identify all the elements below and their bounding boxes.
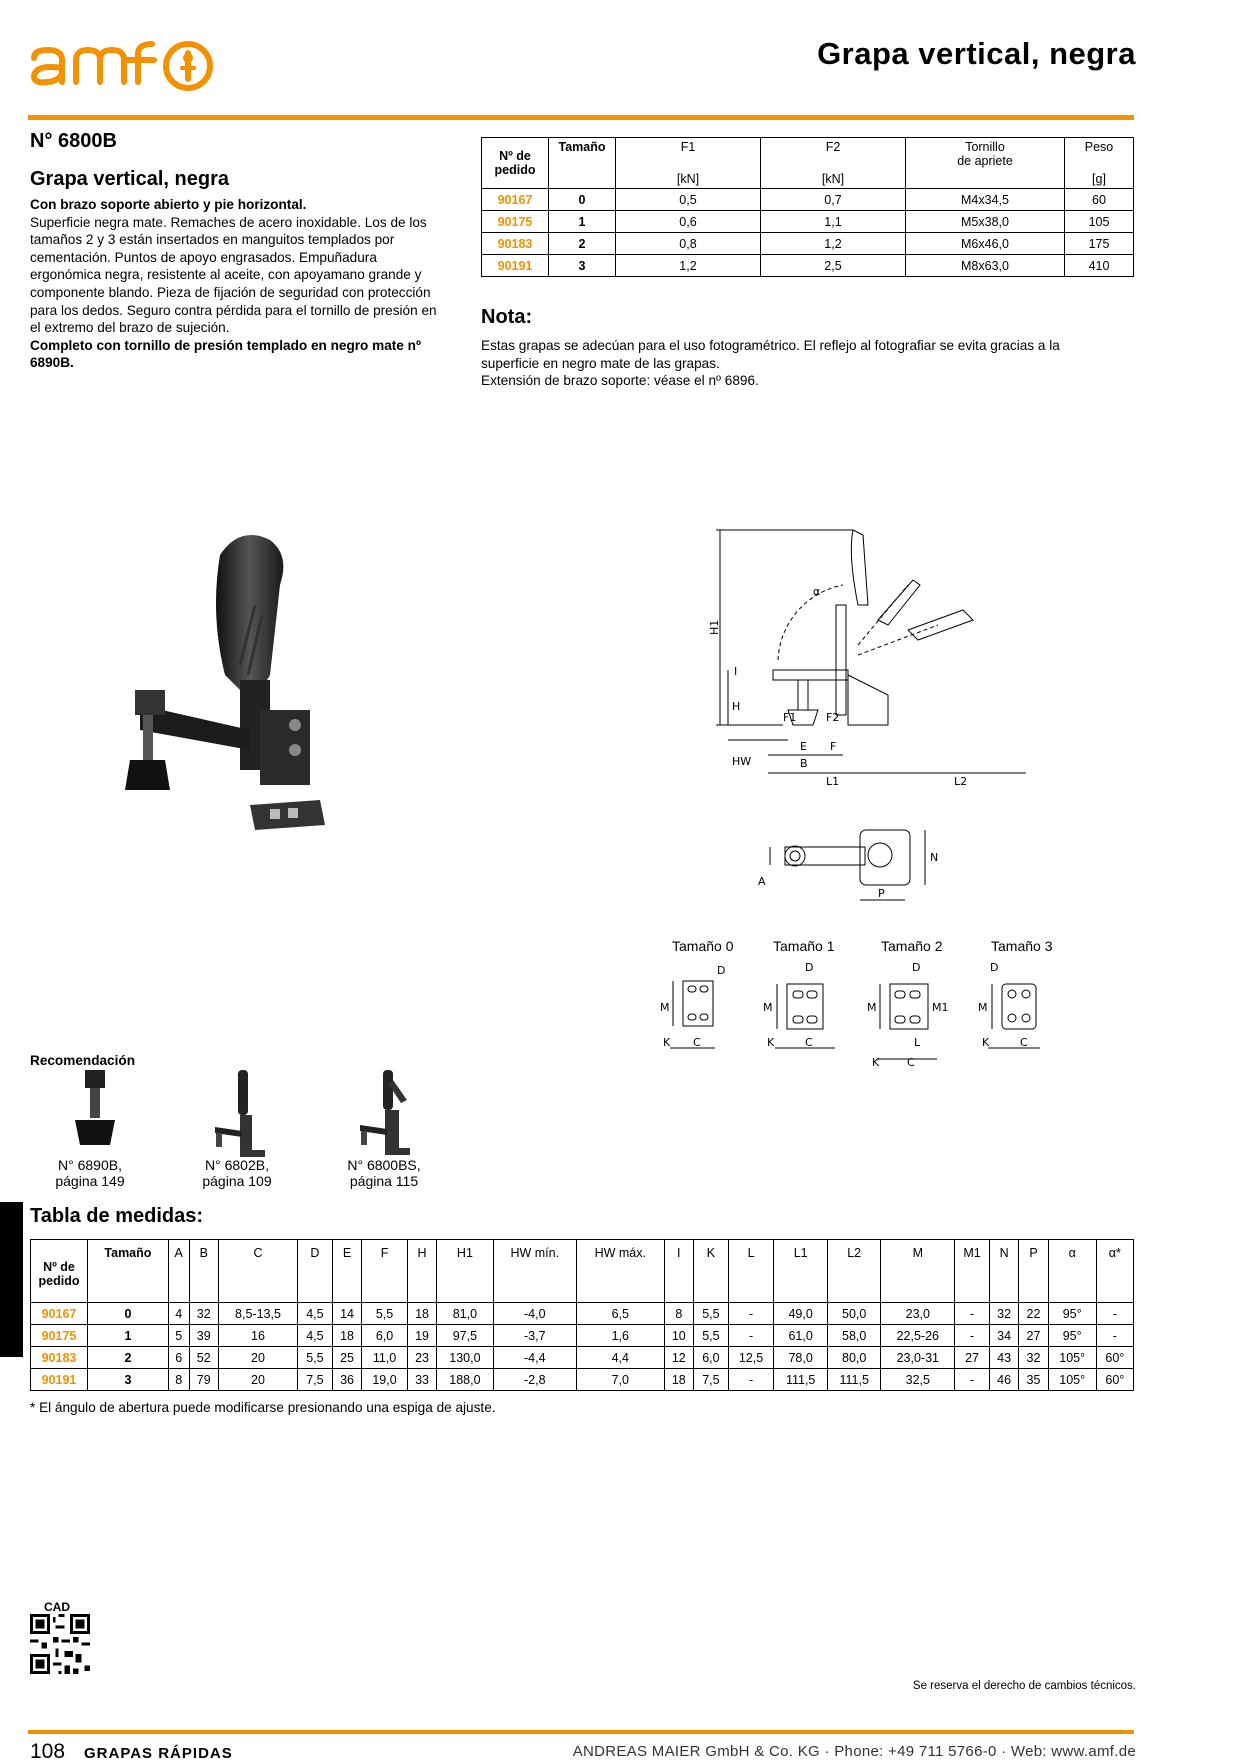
dim-col-header: HW máx. — [576, 1240, 664, 1303]
dim-cell: 23,0 — [881, 1303, 955, 1325]
desc-bold-outro: Completo con tornillo de presión templado en negro mate nº 6890B. — [30, 337, 421, 371]
col-screw — [906, 138, 1065, 171]
dim-col-header: Tamaño — [88, 1240, 169, 1303]
dim-cell: 105° — [1048, 1347, 1096, 1369]
dim-cell: 3 — [88, 1369, 169, 1391]
col-screw-line2: de apriete — [957, 154, 1013, 168]
order-table-row — [482, 189, 1134, 211]
dim-cell: 4,4 — [576, 1347, 664, 1369]
dim-col-header: D — [298, 1240, 333, 1303]
dim-cell: 4 — [168, 1303, 189, 1325]
dim-cell-order[interactable]: 90175 — [31, 1325, 88, 1347]
dim-cell: 22 — [1019, 1303, 1048, 1325]
dimensions-heading: Tabla de medidas: — [30, 1205, 204, 1227]
col-f1: F1 — [616, 138, 761, 171]
cell-f1: 0,6 — [616, 211, 761, 233]
cell-f2: 0,7 — [761, 189, 906, 211]
dim-cell: - — [728, 1369, 774, 1391]
page-number: 108 — [30, 1740, 66, 1763]
section-tab-marker — [0, 1202, 23, 1357]
dim-cell: 130,0 — [437, 1347, 493, 1369]
dim-cell: 5,5 — [298, 1347, 333, 1369]
dim-cell: 5,5 — [693, 1303, 728, 1325]
dim-cell: 95° — [1048, 1303, 1096, 1325]
dim-cell: 6,5 — [576, 1303, 664, 1325]
dim-cell: 43 — [989, 1347, 1018, 1369]
note-line-1: Estas grapas se adecúan para el uso fotogramétrico. El reflejo al fotografiar se evita gracias a la superficie en negro mate de las grapas. — [481, 338, 1060, 371]
cell-screw: M5x38,0 — [906, 211, 1065, 233]
dim-cell: 111,5 — [827, 1369, 881, 1391]
recommendation-image-2 — [210, 1065, 270, 1160]
dim-cell: 6 — [168, 1347, 189, 1369]
dim-cell: 80,0 — [827, 1347, 881, 1369]
dim-cell: - — [728, 1325, 774, 1347]
cell-size: 0 — [549, 189, 616, 211]
footnote: * El ángulo de abertura puede modificarse presionando una espiga de ajuste. — [30, 1400, 496, 1415]
size3-label-k: K — [982, 1036, 990, 1049]
label-h: H — [732, 700, 741, 713]
product-photo — [110, 525, 355, 895]
dim-cell: 4,5 — [298, 1303, 333, 1325]
cell-order[interactable]: 90191 — [482, 255, 549, 277]
dim-cell: 79 — [189, 1369, 218, 1391]
dim-cell: 49,0 — [774, 1303, 828, 1325]
qr-code-icon[interactable] — [30, 1614, 90, 1674]
col-weight-unit: [g] — [1065, 170, 1134, 189]
dimensions-table-body — [31, 1303, 1134, 1391]
product-description — [30, 196, 450, 372]
label-i: I — [734, 665, 738, 678]
size0-label-c: C — [693, 1036, 701, 1049]
dim-cell: 8 — [168, 1369, 189, 1391]
label-l2: L2 — [954, 775, 968, 788]
label-alpha: α — [813, 585, 821, 598]
size2-label-m: M — [867, 1001, 877, 1014]
dim-cell: 46 — [989, 1369, 1018, 1391]
note-text — [481, 337, 1121, 390]
dim-cell: - — [955, 1303, 990, 1325]
col-size: Tamaño — [549, 138, 616, 189]
col-order: Nº de pedido — [482, 138, 549, 189]
dim-cell: 32,5 — [881, 1369, 955, 1391]
size-drawing-1 — [755, 956, 855, 1071]
col-screw-unit — [906, 170, 1065, 189]
label-p: P — [878, 887, 885, 900]
dim-cell: 7,0 — [576, 1369, 664, 1391]
note-heading: Nota: — [481, 306, 533, 328]
cell-f1: 1,2 — [616, 255, 761, 277]
technical-drawing-side — [708, 525, 1038, 795]
dim-cell: 1 — [88, 1325, 169, 1347]
dim-cell: 18 — [407, 1303, 436, 1325]
size2-label-k: K — [872, 1056, 880, 1069]
dim-cell: - — [955, 1325, 990, 1347]
recommendation-caption-1 — [25, 1157, 155, 1189]
dimensions-table-row — [31, 1325, 1134, 1347]
dimensions-table — [30, 1239, 1134, 1391]
dim-cell: 8 — [664, 1303, 693, 1325]
dimensions-table-row — [31, 1369, 1134, 1391]
dim-cell: 7,5 — [298, 1369, 333, 1391]
size-drawing-0 — [655, 956, 755, 1071]
dim-col-header: M1 — [955, 1240, 990, 1303]
dim-cell: 32 — [989, 1303, 1018, 1325]
cell-screw: M4x34,5 — [906, 189, 1065, 211]
order-table — [481, 137, 1134, 277]
dim-cell: 6,0 — [693, 1347, 728, 1369]
cell-size: 2 — [549, 233, 616, 255]
size2-label-m1: M1 — [932, 1001, 949, 1014]
dim-cell: 18 — [664, 1369, 693, 1391]
dim-cell: 36 — [332, 1369, 361, 1391]
label-b: B — [800, 757, 808, 770]
dim-cell: - — [1096, 1325, 1133, 1347]
dim-cell: 8,5-13,5 — [218, 1303, 297, 1325]
dim-col-header: C — [218, 1240, 297, 1303]
dim-cell: 78,0 — [774, 1347, 828, 1369]
dim-cell: 34 — [989, 1325, 1018, 1347]
cell-f2: 2,5 — [761, 255, 906, 277]
dim-cell: 10 — [664, 1325, 693, 1347]
order-table-body — [482, 189, 1134, 277]
label-a: A — [758, 875, 766, 888]
note-line-2: Extensión de brazo soporte: véase el nº 6896. — [481, 373, 759, 389]
cell-screw: M6x46,0 — [906, 233, 1065, 255]
rec3-line1: N° 6800BS, — [347, 1157, 421, 1173]
size-label-3: Tamaño 3 — [991, 938, 1053, 954]
rec2-line2: página 109 — [202, 1173, 272, 1189]
cell-f2: 1,2 — [761, 233, 906, 255]
size0-label-d: D — [717, 964, 726, 977]
dim-cell: 39 — [189, 1325, 218, 1347]
cell-screw: M8x63,0 — [906, 255, 1065, 277]
dim-col-header: L2 — [827, 1240, 881, 1303]
size2-label-l: L — [914, 1036, 921, 1049]
dim-cell: -2,8 — [493, 1369, 576, 1391]
desc-text: Superficie negra mate. Remaches de acero inoxidable. Los de los tamaños 2 y 3 están insertados en manguitos templados por cementación. Puntos de apoyo engrasados. Empuñadura ergonómica negra, resistente al aceite, con apoyamano grande y componente blando. Pieza de fijación de seguridad con protección para los dedos. Seguro contra pérdida para el tornillo de presión en el extremo del brazo de sujeción. — [30, 214, 437, 336]
dimensions-table-row — [31, 1303, 1134, 1325]
amf-logo — [28, 36, 223, 96]
dim-col-header: H — [407, 1240, 436, 1303]
cell-f2: 1,1 — [761, 211, 906, 233]
size1-label-k: K — [767, 1036, 775, 1049]
desc-bold-intro: Con brazo soporte abierto y pie horizontal. — [30, 197, 307, 212]
section-name: GRAPAS RÁPIDAS — [84, 1745, 233, 1762]
label-l1: L1 — [826, 775, 840, 788]
dim-cell: 61,0 — [774, 1325, 828, 1347]
dim-cell: 25 — [332, 1347, 361, 1369]
dim-cell: 14 — [332, 1303, 361, 1325]
dim-col-header: H1 — [437, 1240, 493, 1303]
label-hw: HW — [732, 755, 752, 768]
dimensions-table-header — [31, 1240, 1134, 1303]
dim-cell: 32 — [1019, 1347, 1048, 1369]
dim-cell: 0 — [88, 1303, 169, 1325]
col-f1-unit: [kN] — [616, 170, 761, 189]
dim-cell: 188,0 — [437, 1369, 493, 1391]
dim-cell: 2 — [88, 1347, 169, 1369]
label-n: N — [930, 851, 939, 864]
dim-cell: 16 — [218, 1325, 297, 1347]
cell-size: 1 — [549, 211, 616, 233]
cell-weight: 410 — [1065, 255, 1134, 277]
dim-cell: 97,5 — [437, 1325, 493, 1347]
dim-cell: 19 — [407, 1325, 436, 1347]
dim-cell: - — [728, 1303, 774, 1325]
dim-cell: 60° — [1096, 1369, 1133, 1391]
recommendation-caption-2 — [172, 1157, 302, 1189]
rec1-line1: N° 6890B, — [58, 1157, 122, 1173]
col-f2: F2 — [761, 138, 906, 171]
dim-cell-order[interactable]: 90183 — [31, 1347, 88, 1369]
header-rule — [28, 115, 1134, 120]
dim-cell: 22,5-26 — [881, 1325, 955, 1347]
dim-cell: 12,5 — [728, 1347, 774, 1369]
size3-label-d: D — [990, 961, 999, 974]
dim-cell: 81,0 — [437, 1303, 493, 1325]
dim-col-header: Nº de pedido — [31, 1240, 88, 1303]
dim-cell-order[interactable]: 90167 — [31, 1303, 88, 1325]
size-drawing-2 — [862, 956, 962, 1071]
label-e: E — [800, 740, 807, 753]
dim-cell: 5,5 — [362, 1303, 408, 1325]
dim-cell: 23 — [407, 1347, 436, 1369]
dim-cell-order[interactable]: 90191 — [31, 1369, 88, 1391]
dim-cell: 12 — [664, 1347, 693, 1369]
cell-weight: 60 — [1065, 189, 1134, 211]
dim-col-header: P — [1019, 1240, 1048, 1303]
label-f: F — [830, 740, 837, 753]
dim-cell: 32 — [189, 1303, 218, 1325]
dim-cell: 7,5 — [693, 1369, 728, 1391]
cell-f1: 0,8 — [616, 233, 761, 255]
dim-cell: -3,7 — [493, 1325, 576, 1347]
dim-cell: -4,4 — [493, 1347, 576, 1369]
dim-col-header: M — [881, 1240, 955, 1303]
dim-cell: 33 — [407, 1369, 436, 1391]
cell-weight: 175 — [1065, 233, 1134, 255]
dim-cell: 27 — [955, 1347, 990, 1369]
size3-label-m: M — [978, 1001, 988, 1014]
size2-label-d: D — [912, 961, 921, 974]
recommendation-caption-3 — [319, 1157, 449, 1189]
cad-label: CAD — [44, 1600, 70, 1614]
rec3-line2: página 115 — [349, 1173, 419, 1189]
size-drawing-3 — [970, 956, 1070, 1071]
dimensions-table-row — [31, 1347, 1134, 1369]
footer-rule — [28, 1730, 1134, 1734]
label-f2: F2 — [826, 711, 840, 724]
order-table-row — [482, 233, 1134, 255]
size3-label-c: C — [1020, 1036, 1028, 1049]
dim-col-header: F — [362, 1240, 408, 1303]
order-table-row — [482, 211, 1134, 233]
cell-weight: 105 — [1065, 211, 1134, 233]
dim-cell: - — [955, 1369, 990, 1391]
technical-drawing-top — [740, 825, 940, 920]
rec1-line2: página 149 — [55, 1173, 125, 1189]
dim-cell: 60° — [1096, 1347, 1133, 1369]
dim-cell: 58,0 — [827, 1325, 881, 1347]
dim-cell: 19,0 — [362, 1369, 408, 1391]
dim-cell: 5,5 — [693, 1325, 728, 1347]
dim-cell: 52 — [189, 1347, 218, 1369]
dim-cell: 1,6 — [576, 1325, 664, 1347]
dim-cell: 35 — [1019, 1369, 1048, 1391]
size-label-2: Tamaño 2 — [881, 938, 943, 954]
cell-order[interactable]: 90167 — [482, 189, 549, 211]
rights-notice: Se reserva el derecho de cambios técnicos. — [912, 1680, 1136, 1692]
size1-label-c: C — [805, 1036, 813, 1049]
dim-cell: 20 — [218, 1347, 297, 1369]
dim-cell: 20 — [218, 1369, 297, 1391]
dim-col-header: L1 — [774, 1240, 828, 1303]
dim-col-header: α* — [1096, 1240, 1133, 1303]
dim-cell: 105° — [1048, 1369, 1096, 1391]
dim-col-header: α — [1048, 1240, 1096, 1303]
dim-cell: 50,0 — [827, 1303, 881, 1325]
dim-col-header: HW mín. — [493, 1240, 576, 1303]
page-title: Grapa vertical, negra — [817, 36, 1136, 71]
cell-order[interactable]: 90175 — [482, 211, 549, 233]
recommendation-image-1 — [65, 1065, 125, 1160]
dim-col-header: E — [332, 1240, 361, 1303]
product-subtitle: Grapa vertical, negra — [30, 168, 229, 190]
col-f2-unit: [kN] — [761, 170, 906, 189]
product-number: N° 6800B — [30, 130, 117, 152]
dim-cell: 5 — [168, 1325, 189, 1347]
col-weight: Peso — [1065, 138, 1134, 171]
dim-cell: -4,0 — [493, 1303, 576, 1325]
dim-col-header: I — [664, 1240, 693, 1303]
recommendation-heading: Recomendación — [30, 1053, 135, 1068]
rec2-line1: N° 6802B, — [205, 1157, 269, 1173]
dim-cell: 95° — [1048, 1325, 1096, 1347]
label-f1: F1 — [783, 711, 797, 724]
dim-cell: 27 — [1019, 1325, 1048, 1347]
company-info: ANDREAS MAIER GmbH & Co. KG · Phone: +49 711 5766-0 · Web: www.amf.de — [572, 1743, 1136, 1760]
dim-col-header: K — [693, 1240, 728, 1303]
dim-col-header: B — [189, 1240, 218, 1303]
recommendation-image-3 — [355, 1065, 415, 1160]
size2-label-c: C — [907, 1056, 915, 1069]
dim-col-header: L — [728, 1240, 774, 1303]
order-table-row — [482, 255, 1134, 277]
size-label-1: Tamaño 1 — [773, 938, 835, 954]
label-h1: H1 — [708, 619, 721, 635]
dim-cell: 6,0 — [362, 1325, 408, 1347]
dim-cell: - — [1096, 1303, 1133, 1325]
size1-label-d: D — [805, 961, 814, 974]
dim-cell: 23,0-31 — [881, 1347, 955, 1369]
col-screw-line1: Tornillo — [965, 140, 1005, 154]
cell-size: 3 — [549, 255, 616, 277]
cell-order[interactable]: 90183 — [482, 233, 549, 255]
dim-cell: 111,5 — [774, 1369, 828, 1391]
dim-col-header: A — [168, 1240, 189, 1303]
size-label-0: Tamaño 0 — [672, 938, 734, 954]
size0-label-k: K — [663, 1036, 671, 1049]
dim-cell: 11,0 — [362, 1347, 408, 1369]
dim-cell: 18 — [332, 1325, 361, 1347]
dim-col-header: N — [989, 1240, 1018, 1303]
dim-cell: 4,5 — [298, 1325, 333, 1347]
size0-label-m: M — [660, 1001, 670, 1014]
cell-f1: 0,5 — [616, 189, 761, 211]
size1-label-m: M — [763, 1001, 773, 1014]
